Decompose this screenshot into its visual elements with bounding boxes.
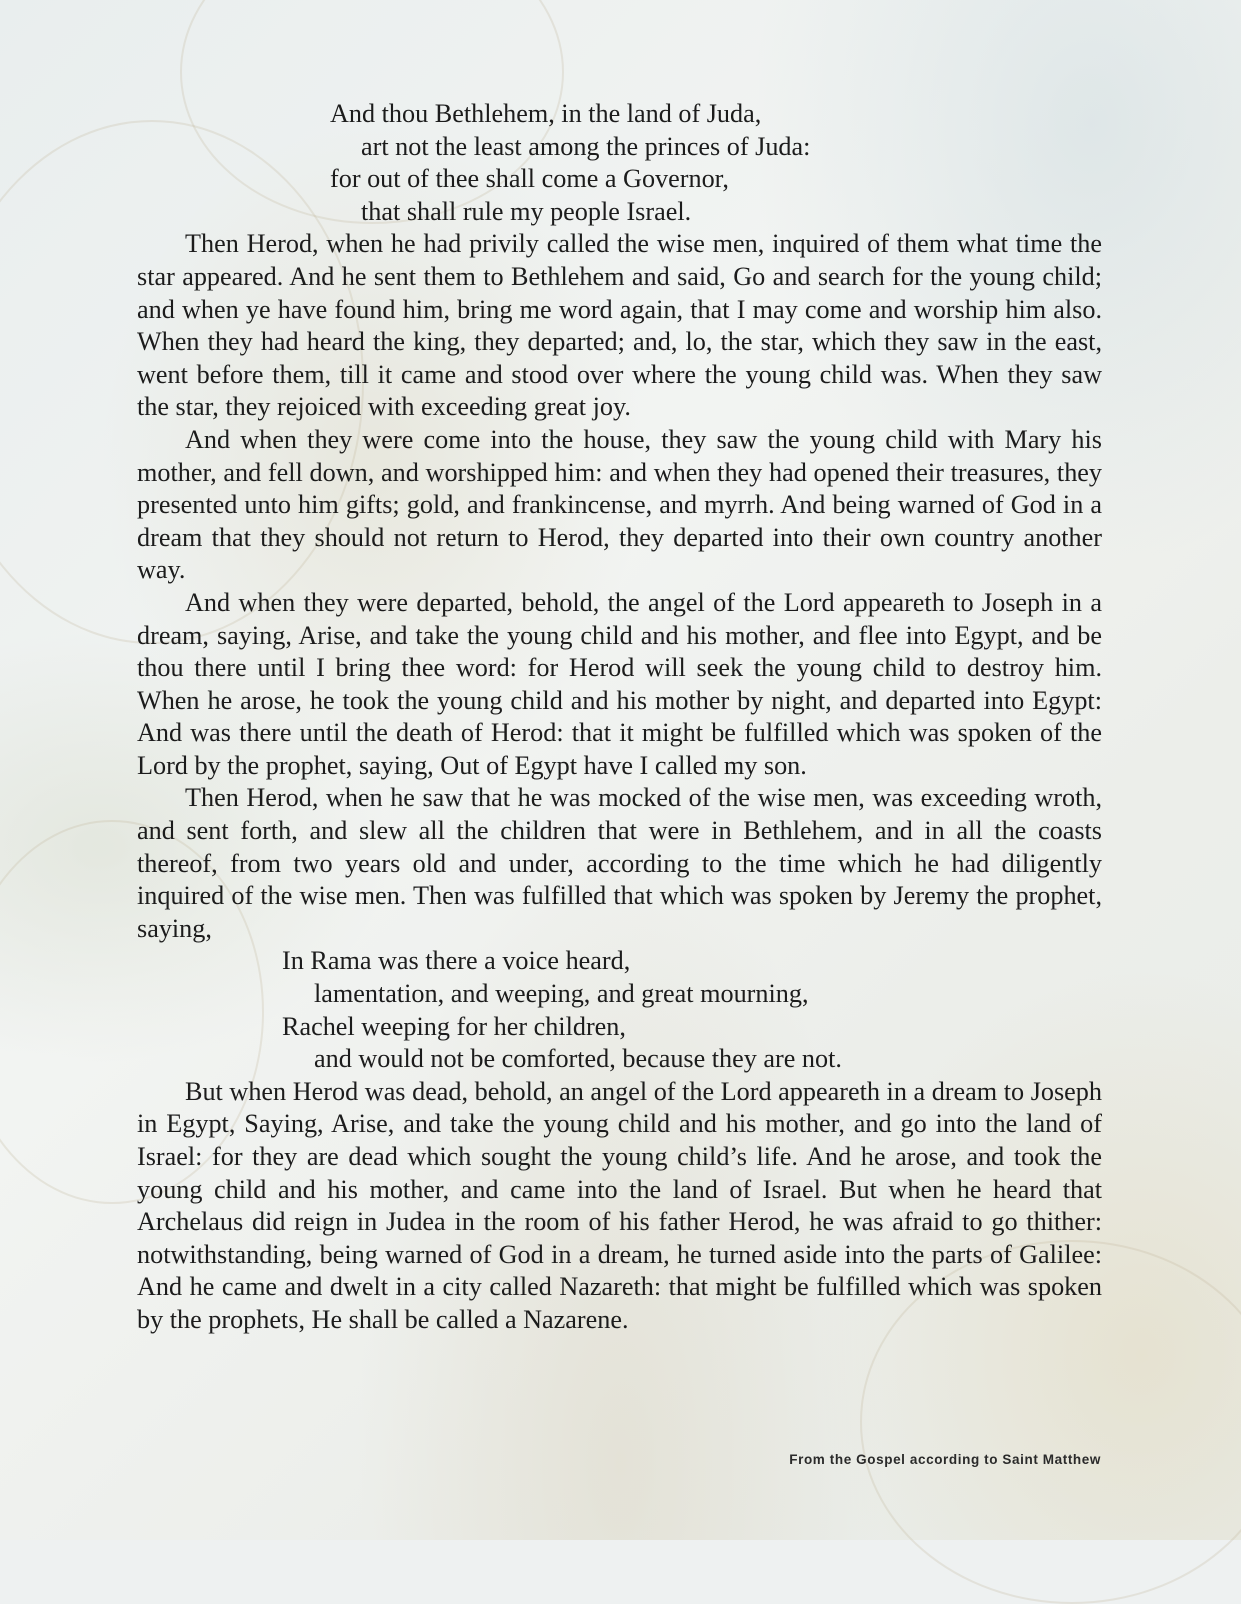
- verse-quote-rama: [137, 945, 1102, 1075]
- source-attribution: From the Gospel according to Saint Matthew: [789, 1452, 1101, 1467]
- scripture-text: [137, 98, 1102, 1337]
- paragraph: And when they were departed, behold, the angel of the Lord appeareth to Joseph in a dream, saying, Arise, and take the young child and his mother, and flee into Egypt, and be thou there until I bring thee word: for Herod will seek the young child to destroy him. When he arose, he took the young child and his mother by night, and departed into Egypt: And was there until the death of Herod: that it might be fulfilled which was spoken of the Lord by the prophet, saying, Out of Egypt have I called my son.: [137, 587, 1102, 780]
- verse-line: lamentation, and weeping, and great mourning,: [314, 979, 809, 1009]
- verse-quote-bethlehem: [137, 98, 1102, 228]
- verse-line: And thou Bethlehem, in the land of Juda,: [330, 99, 762, 128]
- verse-line: art not the least among the princes of Juda:: [361, 131, 811, 161]
- verse-line: for out of thee shall come a Governor,: [330, 164, 729, 194]
- paragraph: And when they were come into the house, they saw the young child with Mary his mother, and fell down, and worshipped him: and when they had opened their treasures, they presented unto him gifts; gold, and frankincense, and myrrh. And being warned of God in a dream that they should not return to Herod, they departed into their own country another way.: [137, 424, 1102, 585]
- verse-line: In Rama was there a voice heard,: [282, 946, 631, 976]
- paragraph: But when Herod was dead, behold, an angel of the Lord appeareth in a dream to Joseph in Egypt, Saying, Arise, and take the young child and his mother, and go into the land of Israel: for they are dead which sought the young child’s life. And he arose, and took the young child and his mother, and came into the land of Israel. But when he heard that Archelaus did reign in Judea in the room of his father Herod, he was afraid to go thither: notwithstanding, being warned of God in a dream, he turned aside into the parts of Galilee: And he came and dwelt in a city called Nazareth: that might be fulfilled which was spoken by the prophets, He shall be called a Nazarene.: [137, 1076, 1102, 1334]
- paragraph: Then Herod, when he saw that he was mocked of the wise men, was exceeding wroth, and sent forth, and slew all the children that were in Bethlehem, and in all the coasts thereof, from two years old and under, according to the time which he had diligently inquired of the wise men. Then was fulfilled that which was spoken by Jeremy the prophet, saying,: [137, 783, 1102, 943]
- verse-line: Rachel weeping for her children,: [282, 1011, 626, 1041]
- verse-line: and would not be comforted, because they are not.: [314, 1044, 842, 1074]
- verse-line: that shall rule my people Israel.: [361, 196, 692, 226]
- paragraph: Then Herod, when he had privily called the wise men, inquired of them what time the star appeared. And he sent them to Bethlehem and said, Go and search for the young child; and when ye have found him, bring me word again, that I may come and worship him also. When they had heard the king, they departed; and, lo, the star, which they saw in the east, went before them, till it came and stood over where the young child was. When they saw the star, they rejoiced with exceeding great joy.: [137, 229, 1102, 422]
